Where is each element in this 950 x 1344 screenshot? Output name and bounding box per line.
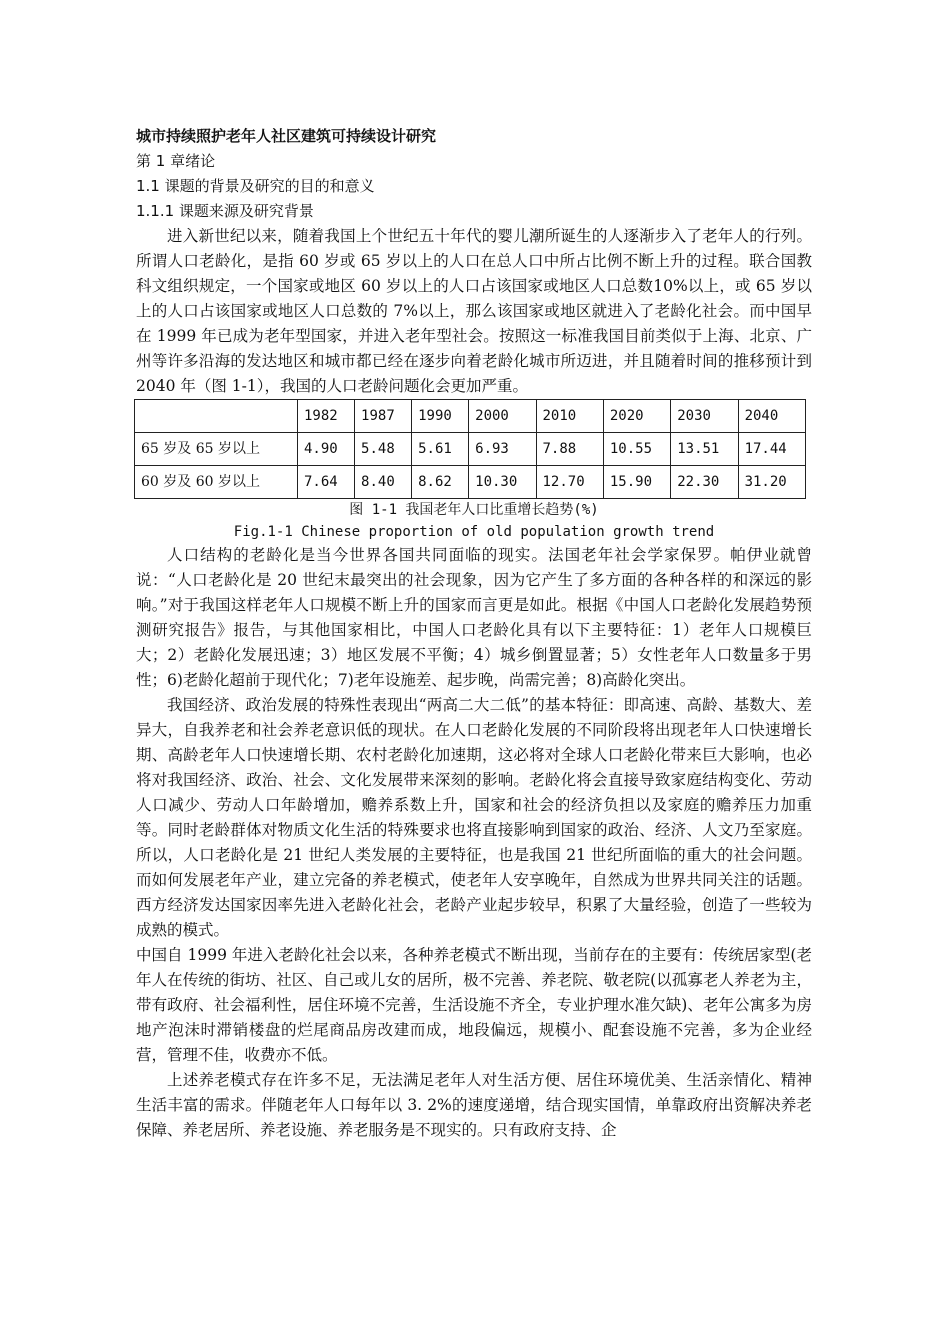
chapter-heading: 第 1 章绪论 xyxy=(136,152,216,170)
value-cell: 10.30 xyxy=(469,466,536,499)
year-cell: 1990 xyxy=(412,400,469,433)
year-cell: 2030 xyxy=(671,400,738,433)
value-cell: 31.20 xyxy=(738,466,805,499)
paragraph-4: 上述养老模式存在许多不足，无法满足老年人对生活方便、居住环境优美、生活亲情化、精神生活丰富的需求。伴随老年人口每年以 3. 2%的速度递增，结合现实国情，单靠政府出资解决养老保障、养老居所、养老设施、养老服务是不现实的。只有政府支持、企 xyxy=(136,1071,812,1139)
value-cell: 17.44 xyxy=(738,433,805,466)
paragraph-1: 进入新世纪以来，随着我国上个世纪五十年代的婴儿潮所诞生的人逐渐步入了老年人的行列。所谓人口老龄化，是指 60 岁或 65 岁以上的人口在总人口中所占比例不断上升的过程。联合国教科文组织规定，一个国家或地区 60 岁以上的人口占该国家或地区人口总数10%以上，或 65 岁以上的人口占该国家或地区人口总数的 7%以上，那么该国家或地区就进入了老龄化社会。而中国早在 1999 年已成为老年型国家，并进入老年型社会。按照这一标准我国目前类似于上海、北京、广州等许多沿海的发达地区和城市都已经在逐步向着老龄化城市所迈进，并且随着时间的推移预计到 2040 年（图 1-1），我国的人口老龄问题化会更加严重。 xyxy=(136,227,812,395)
value-cell: 7.88 xyxy=(536,433,603,466)
row-label: 60 岁及 60 岁以上 xyxy=(135,466,298,499)
value-cell: 5.48 xyxy=(355,433,412,466)
table-caption-en: Fig.1-1 Chinese proportion of old population growth trend xyxy=(233,524,715,540)
paragraph-3: 我国经济、政治发展的特殊性表现出“两高二大二低”的基本特征：即高速、高龄、基数大、差异大，自我养老和社会养老意识低的现状。在人口老龄化发展的不同阶段将出现老年人口快速增长期、高龄老年人口快速增长期、农村老龄化加速期，这必将对全球人口老龄化带来巨大影响，也必将对我国经济、政治、社会、文化发展带来深刻的影响。老龄化将会直接导致家庭结构变化、劳动人口减少、劳动人口年龄增加，赡养系数上升，国家和社会的经济负担以及家庭的赡养压力加重等。同时老龄群体对物质文化生活的特殊要求也将直接影响到国家的政治、经济、人文乃至家庭。所以，人口老龄化是 21 世纪人类发展的主要特征，也是我国 21 世纪所面临的重大的社会问题。而如何发展老年产业，建立完备的养老模式，使老年人安享晚年，自然成为世界共同关注的话题。西方经济发达国家因率先进入老龄化社会，老龄产业起步较早，积累了大量经验，创造了一些较为成熟的模式。 xyxy=(136,696,812,939)
year-cell: 2000 xyxy=(469,400,536,433)
subsection-heading: 1.1.1 课题来源及研究背景 xyxy=(136,202,314,220)
year-cell: 2020 xyxy=(603,400,670,433)
year-cell: 1982 xyxy=(298,400,355,433)
year-cell: 2040 xyxy=(738,400,805,433)
table-caption-cn: 图 1-1 我国老年人口比重增长趋势(%) xyxy=(349,502,599,518)
value-cell: 12.70 xyxy=(536,466,603,499)
value-cell: 8.62 xyxy=(412,466,469,499)
value-cell: 10.55 xyxy=(603,433,670,466)
value-cell: 6.93 xyxy=(469,433,536,466)
value-cell: 4.90 xyxy=(298,433,355,466)
aging-data-table xyxy=(134,399,806,499)
value-cell: 7.64 xyxy=(298,466,355,499)
value-cell: 22.30 xyxy=(671,466,738,499)
table-corner-cell xyxy=(135,400,298,433)
table-header-row xyxy=(135,400,806,433)
document-page xyxy=(136,122,812,1143)
year-cell: 2010 xyxy=(536,400,603,433)
year-cell: 1987 xyxy=(355,400,412,433)
value-cell: 5.61 xyxy=(412,433,469,466)
value-cell: 13.51 xyxy=(671,433,738,466)
table-row xyxy=(135,466,806,499)
document-title: 城市持续照护老年人社区建筑可持续设计研究 xyxy=(136,127,437,145)
paragraph-3-continued: 中国自 1999 年进入老龄化社会以来，各种养老模式不断出现，当前存在的主要有：传统居家型(老年人在传统的街坊、社区、自己或儿女的居所，极不完善、养老院、敬老院(以孤寡老人养老为主，带有政府、社会福利性，居住环境不完善，生活设施不齐全，专业护理水准欠缺)、老年公寓多为房地产泡沫时滞销楼盘的烂尾商品房改建而成，地段偏远，规模小、配套设施不完善，多为企业经营，管理不佳，收费亦不低。 xyxy=(136,946,812,1064)
value-cell: 8.40 xyxy=(355,466,412,499)
value-cell: 15.90 xyxy=(603,466,670,499)
table-row xyxy=(135,433,806,466)
section-heading: 1.1 课题的背景及研究的目的和意义 xyxy=(136,177,375,195)
row-label: 65 岁及 65 岁以上 xyxy=(135,433,298,466)
paragraph-2: 人口结构的老龄化是当今世界各国共同面临的现实。法国老年社会学家保罗。帕伊业就曾说：“人口老龄化是 20 世纪末最突出的社会现象，因为它产生了多方面的各种各样的和深远的影响。”对于我国这样老年人口规模不断上升的国家而言更是如此。根据《中国人口老龄化发展趋势预测研究报告》报告，与其他国家相比，中国人口老龄化具有以下主要特征：1）老年人口规模巨大；2）老龄化发展迅速；3）地区发展不平衡；4）城乡倒置显著；5）女性老年人口数量多于男性；6)老龄化超前于现代化；7)老年设施差、起步晚，尚需完善；8)高龄化突出。 xyxy=(136,546,812,689)
